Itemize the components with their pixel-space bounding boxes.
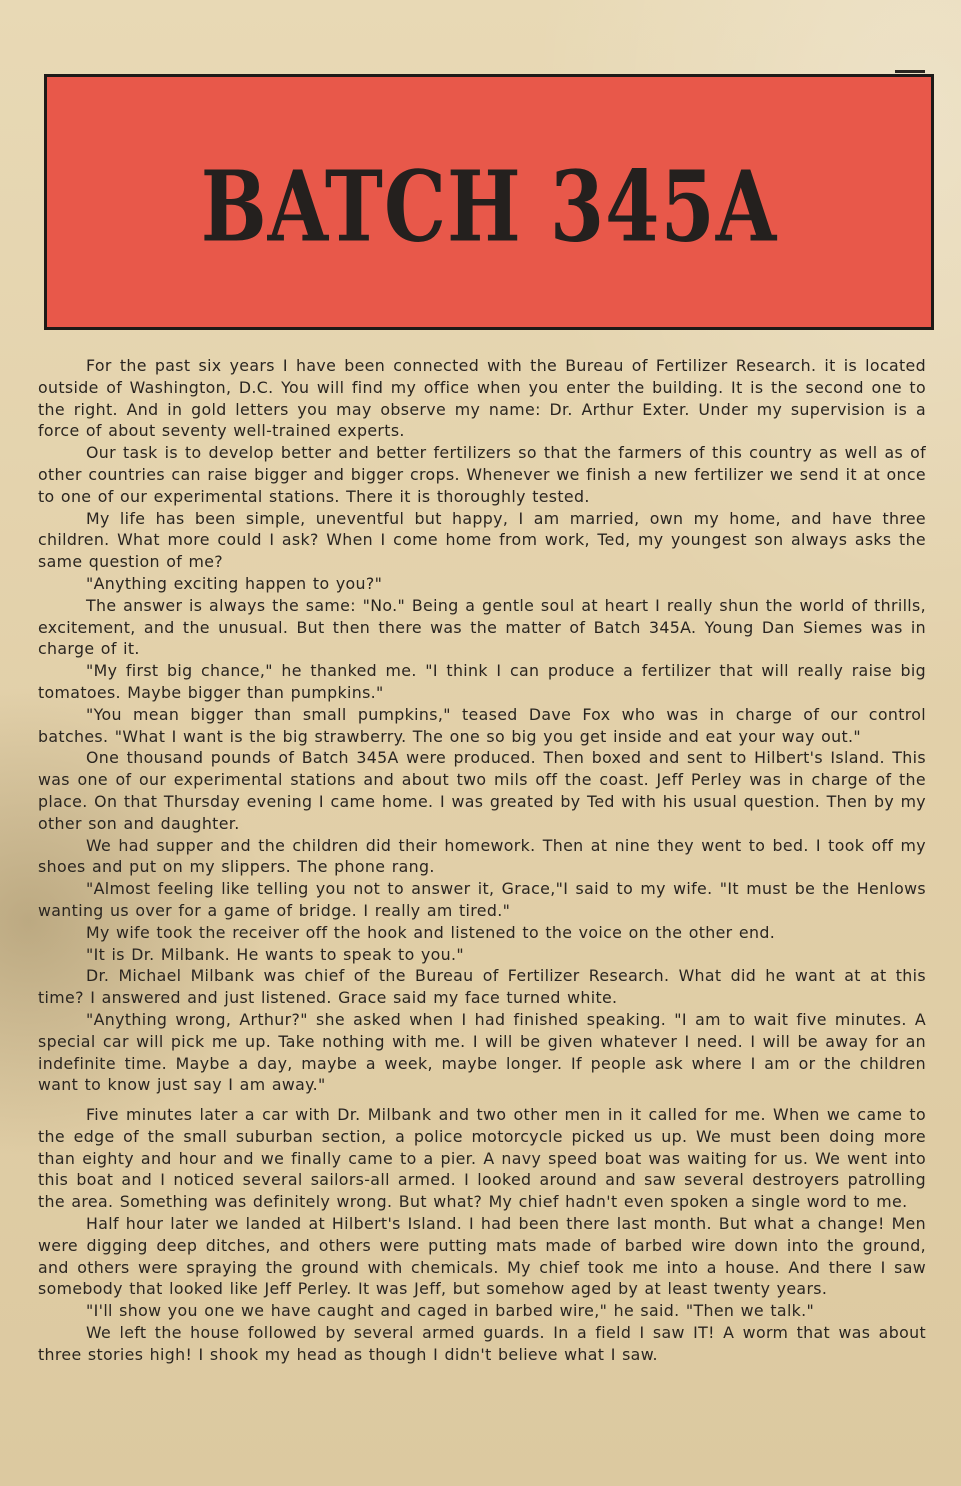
paragraph: "My first big chance," he thanked me. "I think I can produce a fertilizer that will really raise big tomatoes. Maybe bigger than pumpkins."	[38, 661, 926, 702]
story-body	[38, 355, 926, 1366]
paragraph: We left the house followed by several armed guards. In a field I saw IT! A worm that was about three stories high! I shook my head as though I didn't believe what I saw.	[38, 1323, 926, 1364]
paragraph: Half hour later we landed at Hilbert's Island. I had been there last month. But what a change! Men were digging deep ditches, and others were putting mats made of barbed wire down into the ground, and others were spraying the ground with chemicals. My chief took me into a house. And there I saw somebody that looked like Jeff Perley. It was Jeff, but somehow aged by at least twenty years.	[38, 1214, 926, 1299]
paragraph: Five minutes later a car with Dr. Milbank and two other men in it called for me. When we came to the edge of the small suburban section, a police motorcycle picked us up. We must been doing more than eighty and hour and we finally came to a pier. A navy speed boat was waiting for us. We went into this boat and I noticed several sailors-all armed. I looked around and saw several destroyers patrolling the area. Something was definitely wrong. But what? My chief hadn't even spoken a single word to me.	[38, 1105, 926, 1212]
paragraph: "Anything wrong, Arthur?" she asked when I had finished speaking. "I am to wait five minutes. A special car will pick me up. Take nothing with me. I will be given whatever I need. I will be away for an indefinite time. Maybe a day, maybe a week, maybe longer. If people ask where I am or the children want to know just say I am away."	[38, 1009, 926, 1095]
paragraph: The answer is always the same: "No." Being a gentle soul at heart I really shun the world of thrills, excitement, and the unusual. But then there was the matter of Batch 345A. Young Dan Siemes was in charge of it.	[38, 595, 926, 659]
paragraph: "You mean bigger than small pumpkins," teased Dave Fox who was in charge of our control batches. "What I want is the big strawberry. The one so big you get inside and eat your way out."	[38, 704, 926, 746]
paragraph: "Almost feeling like telling you not to answer it, Grace,"I said to my wife. "It must be the Henlows wanting us over for a game of bridge. I really am tired."	[38, 879, 926, 920]
corner-mark	[895, 70, 925, 73]
paragraph: We had supper and the children did their homework. Then at nine they went to bed. I took off my shoes and put on my slippers. The phone rang.	[38, 835, 926, 877]
paragraph: My wife took the receiver off the hook and listened to the voice on the other end.	[86, 922, 776, 942]
paragraph: Dr. Michael Milbank was chief of the Bureau of Fertilizer Research. What did he want at at this time? I answered and just listened. Grace said my face turned white.	[38, 966, 926, 1008]
paragraph: "It is Dr. Milbank. He wants to speak to you."	[86, 944, 465, 964]
paragraph: "Anything exciting happen to you?"	[86, 573, 383, 593]
title-banner	[44, 74, 934, 330]
paragraph: "I'll show you one we have caught and caged in barbed wire," he said. "Then we talk."	[86, 1301, 815, 1321]
paragraph: My life has been simple, uneventful but happy, I am married, own my home, and have three children. What more could I ask? When I come home from work, Ted, my youngest son always asks the same question of me?	[38, 508, 926, 572]
paragraph: Our task is to develop better and better fertilizers so that the farmers of this country as well as of other countries can raise bigger and bigger crops. Whenever we finish a new fertilizer we send it at once to one of our experimental stations. There it is thoroughly tested.	[38, 443, 926, 506]
paragraph: One thousand pounds of Batch 345A were produced. Then boxed and sent to Hilbert's Island. This was one of our experimental stations and about two mils off the coast. Jeff Perley was in charge of the place. On that Thursday evening I came home. I was greated by Ted with his usual question. Then by my other son and daughter.	[38, 748, 926, 833]
paragraph: For the past six years I have been connected with the Bureau of Fertilizer Research. it is located outside of Washington, D.C. You will find my office when you enter the building. It is the second one to the right. And in gold letters you may observe my name: Dr. Arthur Exter. Under my supervision is a force of about seventy well-trained experts.	[38, 356, 926, 441]
story-title: BATCH 345A	[200, 150, 778, 264]
